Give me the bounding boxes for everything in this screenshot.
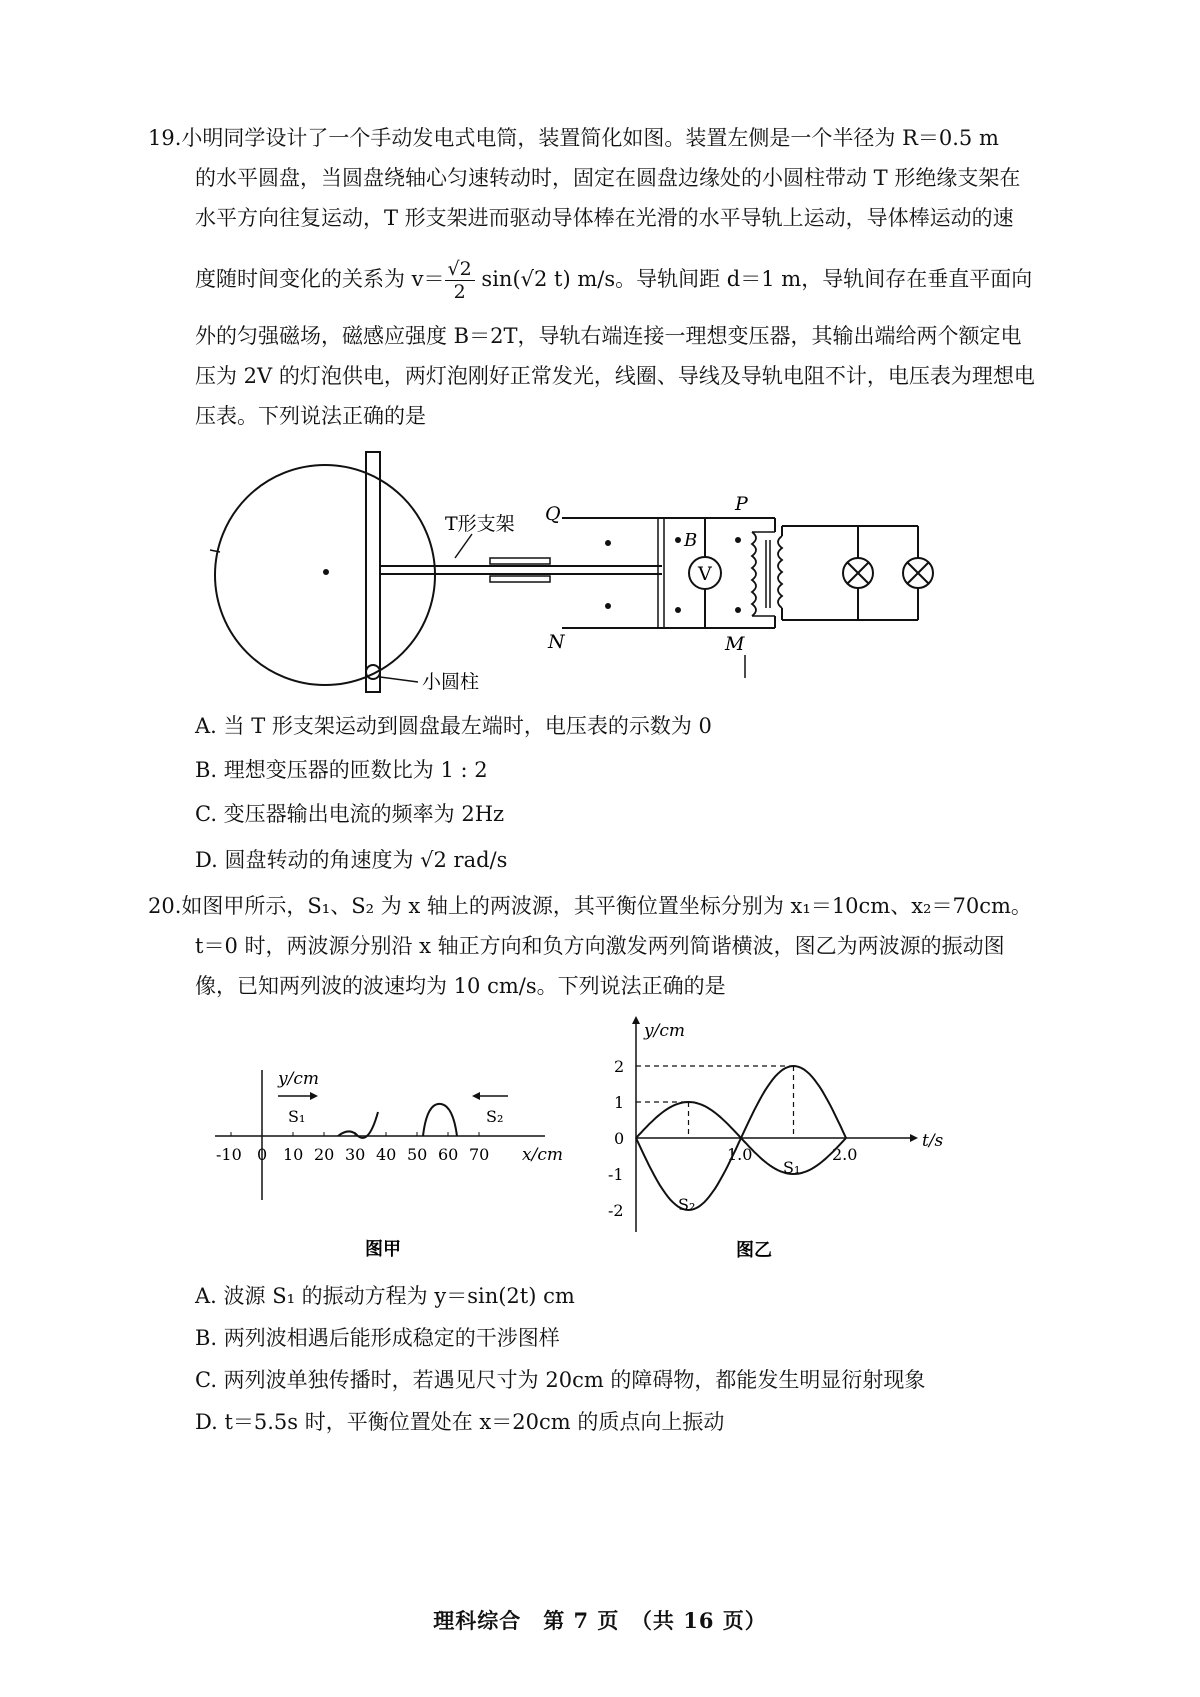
q19-line-2: 的水平圆盘，当圆盘绕轴心匀速转动时，固定在圆盘边缘处的小圆柱带动 T 形绝缘支架在	[195, 166, 1021, 190]
lamp-2	[903, 558, 933, 588]
figure-yi-caption: 图乙	[736, 1240, 772, 1261]
svg-text:V: V	[698, 563, 712, 585]
jia-tick-label: 60	[438, 1145, 459, 1164]
jia-tick-label: 20	[314, 1145, 335, 1164]
q20-line-2: t＝0 时，两波源分别沿 x 轴正方向和负方向激发两列简谐横波，图乙为两波源的振动图	[195, 934, 1005, 958]
yi-y-tick-label: -1	[608, 1165, 624, 1184]
small-cylinder-label: 小圆柱	[422, 671, 480, 693]
q19-option-a: A. 当 T 形支架运动到圆盘最左端时，电压表的示数为 0	[195, 714, 712, 738]
figure-yi	[600, 1010, 980, 1270]
jia-tick-label: 50	[407, 1145, 428, 1164]
q20-line-3: 像，已知两列波的波速均为 10 cm/s。下列说法正确的是	[195, 974, 726, 998]
svg-text:t/s: t/s	[922, 1131, 944, 1151]
figure-jia-caption: 图甲	[365, 1239, 401, 1260]
jia-tick-label: 40	[376, 1145, 397, 1164]
q20-option-a: A. 波源 S₁ 的振动方程为 y＝sin(2t) cm	[195, 1284, 575, 1308]
jia-tick-label: 30	[345, 1145, 366, 1164]
t-frame-label: T形支架	[445, 513, 515, 535]
disk-center-dot	[323, 569, 329, 575]
label-q: Q	[545, 503, 561, 525]
yi-y-tick-label: -2	[608, 1201, 624, 1220]
q20-option-c: C. 两列波单独传播时，若遇见尺寸为 20cm 的障碍物，都能发生明显衍射现象	[195, 1368, 926, 1392]
yi-s2-label: S₂	[678, 1195, 696, 1214]
label-b: B	[684, 530, 698, 551]
yi-y-tick-label: 2	[614, 1057, 625, 1076]
jia-s2-label: S₂	[486, 1107, 504, 1126]
sqrt2-over-2-fraction: $\frac{√2}{2}$	[445, 258, 475, 303]
wave-s1	[338, 1112, 378, 1138]
q19-line-6: 压为 2V 的灯泡供电，两灯泡刚好正常发光，线圈、导线及导轨电阻不计，电压表为理想电	[195, 364, 1035, 388]
svg-text:x/cm: x/cm	[522, 1145, 563, 1165]
secondary-coil	[778, 536, 782, 608]
jia-tick-label: 10	[283, 1145, 304, 1164]
q20-option-b: B. 两列波相遇后能形成稳定的干涉图样	[195, 1326, 560, 1350]
t-frame-vertical-bar	[366, 452, 380, 692]
q19-line-3: 水平方向往复运动，T 形支架进而驱动导体棒在光滑的水平导轨上运动，导体棒运动的速	[195, 206, 1014, 230]
figure-jia	[200, 1040, 580, 1270]
q19-line-7: 压表。下列说法正确的是	[195, 404, 426, 428]
jia-tick-label: 0	[257, 1145, 268, 1164]
jia-s1-label: S₁	[288, 1107, 306, 1126]
svg-text:y/cm: y/cm	[644, 1021, 685, 1041]
q19-option-c: C. 变压器输出电流的频率为 2Hz	[195, 802, 505, 826]
primary-coil	[752, 532, 756, 616]
lamp-1	[843, 558, 873, 588]
svg-text:y/cm: y/cm	[278, 1069, 319, 1089]
label-n: N	[548, 631, 565, 653]
yi-y-tick-label: 0	[614, 1129, 625, 1148]
yi-y-tick-label: 1	[614, 1093, 625, 1112]
q19-option-d: D. 圆盘转动的角速度为 √2 rad/s	[195, 848, 508, 872]
wave-s2	[423, 1104, 457, 1136]
yi-t-tick-label: 1.0	[727, 1145, 753, 1164]
q19-option-b: B. 理想变压器的匝数比为 1 : 2	[195, 758, 488, 782]
q19-line-1: 19.小明同学设计了一个手动发电式电筒，装置简化如图。装置左侧是一个半径为 R＝0.5 m	[148, 126, 999, 150]
yi-s1-label: S₁	[783, 1158, 801, 1177]
q19-apparatus-figure	[200, 440, 980, 700]
q19-line-4: 度随时间变化的关系为 v＝ $\frac{√2}{2}$ sin(√2 t) m/s。导轨间距 d＝1 m，导轨间存在垂直平面向	[195, 258, 1033, 303]
yi-t-tick-label: 2.0	[832, 1145, 858, 1164]
q20-line-1: 20.如图甲所示，S₁、S₂ 为 x 轴上的两波源，其平衡位置坐标分别为 x₁＝10cm、x₂＝70cm。	[148, 894, 1032, 918]
q19-line-5: 外的匀强磁场，磁感应强度 B＝2T，导轨右端连接一理想变压器，其输出端给两个额定电	[195, 324, 1022, 348]
jia-tick-label: 70	[469, 1145, 490, 1164]
page-footer: 理科综合 第 7 页 （共 16 页）	[433, 1608, 767, 1633]
jia-tick-label: -10	[216, 1145, 242, 1164]
label-p: P	[735, 493, 748, 515]
label-m: M	[725, 633, 745, 655]
q20-option-d: D. t＝5.5s 时，平衡位置处在 x＝20cm 的质点向上振动	[195, 1410, 725, 1434]
